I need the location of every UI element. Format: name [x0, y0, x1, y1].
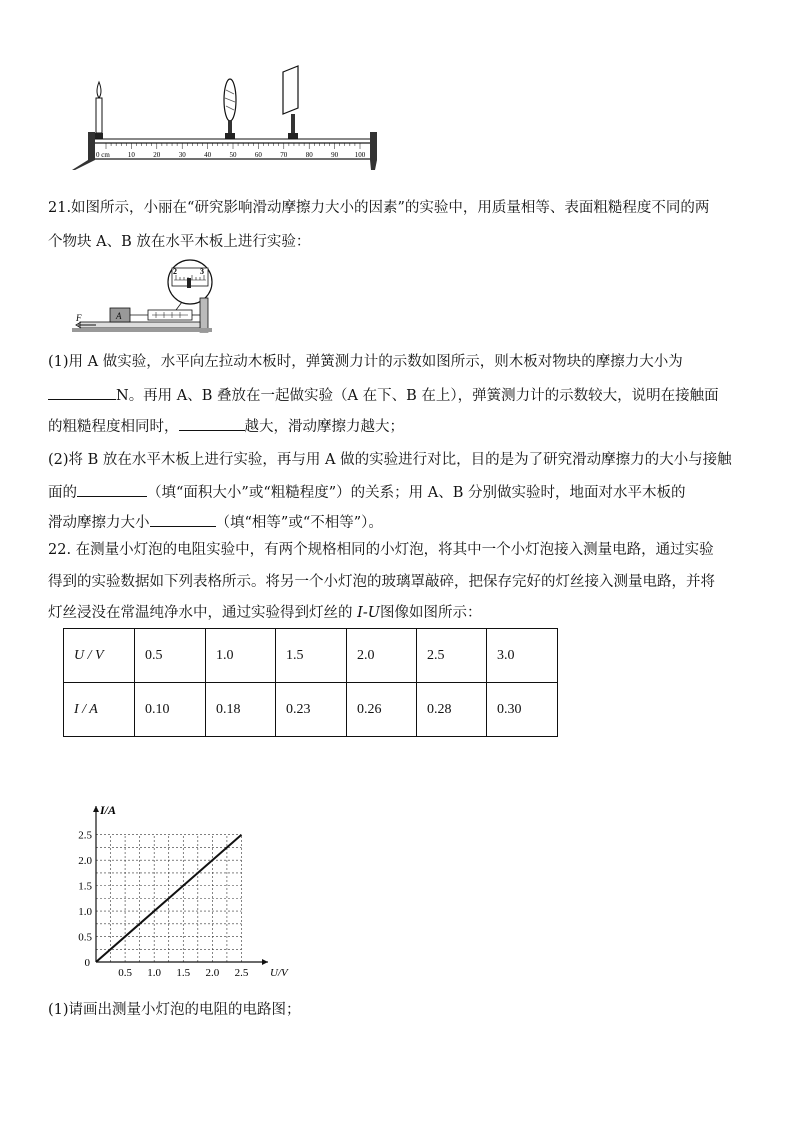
y-tick-label: 1.0	[78, 906, 92, 919]
table-row-current	[64, 683, 558, 737]
x-tick-label: 2.0	[205, 967, 220, 979]
x-axis-label: U/V	[270, 967, 288, 979]
gauge-label-2: 2	[173, 267, 177, 276]
table-cell: 3.0	[487, 629, 558, 683]
table-cell: 2.5	[417, 629, 487, 683]
y-tick-label: 2.0	[78, 855, 92, 868]
q21-p1-line2: N。再用 A、B 叠放在一起做实验（A 在下、B 在上），弹簧测力计的示数较大，说明在接触面	[48, 385, 719, 406]
table-cell: 0.5	[135, 629, 206, 683]
table-cell: 0.28	[417, 683, 487, 737]
q22-intro-line2: 得到的实验数据如下列表格所示。将另一个小灯泡的玻璃罩敲碎，把保存完好的灯丝接入测量电路，并将	[48, 574, 715, 590]
q21-p2-line2: 面的 （填“面积大小”或“粗糙程度”）的关系；用 A、B 分别做实验时，地面对水平木板的	[48, 482, 686, 503]
y-tick-label: 0.5	[78, 931, 92, 944]
q21-intro-line1: 21.如图所示，小丽在“研究影响滑动摩擦力大小的因素”的实验中，用质量相等、表面粗糙程度不同的两	[48, 200, 710, 216]
q21-p2-line3: 滑动摩擦力大小 （填“相等”或“不相等”）。	[48, 512, 383, 533]
iv-data-table	[63, 628, 558, 737]
q22-intro-line3: 灯丝浸没在常温纯净水中，通过实验得到灯丝的 I-U图像如图所示：	[48, 605, 482, 621]
bench-tick-label: 10	[127, 151, 135, 159]
y-axis-label: I/A	[100, 803, 117, 817]
table-cell: 1.5	[276, 629, 347, 683]
table-cell: 1.0	[206, 629, 276, 683]
table-cell: 0.26	[347, 683, 417, 737]
table-cell: 0.23	[276, 683, 347, 737]
q21-p1-line3: 的粗糙程度相同时， 越大，滑动摩擦力越大；	[48, 416, 404, 437]
q21-intro-line2: 个物块 A、B 放在水平木板上进行实验：	[48, 234, 311, 250]
force-label: F	[76, 313, 82, 323]
table-row-label: U / V	[64, 629, 135, 683]
x-tick-label: 1.5	[176, 967, 191, 979]
x-axis-arrow	[262, 959, 268, 965]
bench-tick-label: 80	[305, 151, 313, 159]
bench-tick-label: 20	[153, 151, 161, 159]
x-tick-label: 2.5	[234, 967, 249, 979]
y-tick-label: 2.5	[78, 829, 92, 842]
bench-tick-label: 100	[354, 151, 366, 159]
iu-chart	[70, 792, 290, 982]
table-cell: 0.18	[206, 683, 276, 737]
origin-label: 0	[84, 957, 90, 969]
bench-tick-label: 90	[331, 151, 339, 159]
table-cell: 2.0	[347, 629, 417, 683]
q21-p2-line1: (2)将 B 放在水平木板上进行实验，再与用 A 做的实验进行对比，目的是为了研究滑动摩擦力的大小与接触	[48, 452, 732, 468]
table-row-voltage	[64, 629, 558, 683]
x-tick-label: 1.0	[147, 967, 162, 979]
bench-tick-label: 70	[280, 151, 288, 159]
table-cell: 0.30	[487, 683, 558, 737]
lens-icon	[224, 79, 236, 139]
q22-sub1: (1)请画出测量小灯泡的电阻的电路图；	[48, 1002, 301, 1018]
block-a-label: A	[116, 311, 122, 321]
x-tick-label: 0.5	[118, 967, 132, 979]
table-cell: 0.10	[135, 683, 206, 737]
y-axis-arrow	[93, 806, 99, 812]
q21-p1-line1: (1)用 A 做实验，水平向左拉动木板时，弹簧测力计的示数如图所示，则木板对物块的摩擦力大小为	[48, 354, 683, 370]
q22-intro-line1: 22. 在测量小灯泡的电阻实验中，有两个规格相同的小灯泡，将其中一个小灯泡接入测量电路，通过实验	[48, 542, 714, 558]
answer-blank-4[interactable]	[150, 512, 216, 527]
friction-apparatus-figure	[72, 258, 222, 338]
answer-blank-3[interactable]	[77, 482, 147, 497]
table-row-label: I / A	[64, 683, 135, 737]
bench-tick-label: 30	[178, 151, 186, 159]
bench-tick-label: 40	[204, 151, 212, 159]
gauge-label-3: 3	[200, 267, 204, 276]
y-tick-label: 1.5	[78, 880, 92, 893]
screen-icon	[283, 66, 298, 139]
answer-blank-1[interactable]	[48, 385, 116, 400]
optical-bench-figure	[70, 60, 380, 175]
bench-tick-label: 60	[254, 151, 262, 159]
bench-unit-label: 0 cm	[96, 151, 110, 159]
answer-blank-2[interactable]	[179, 416, 245, 431]
bench-tick-label: 50	[229, 151, 237, 159]
candle-icon	[95, 82, 103, 139]
